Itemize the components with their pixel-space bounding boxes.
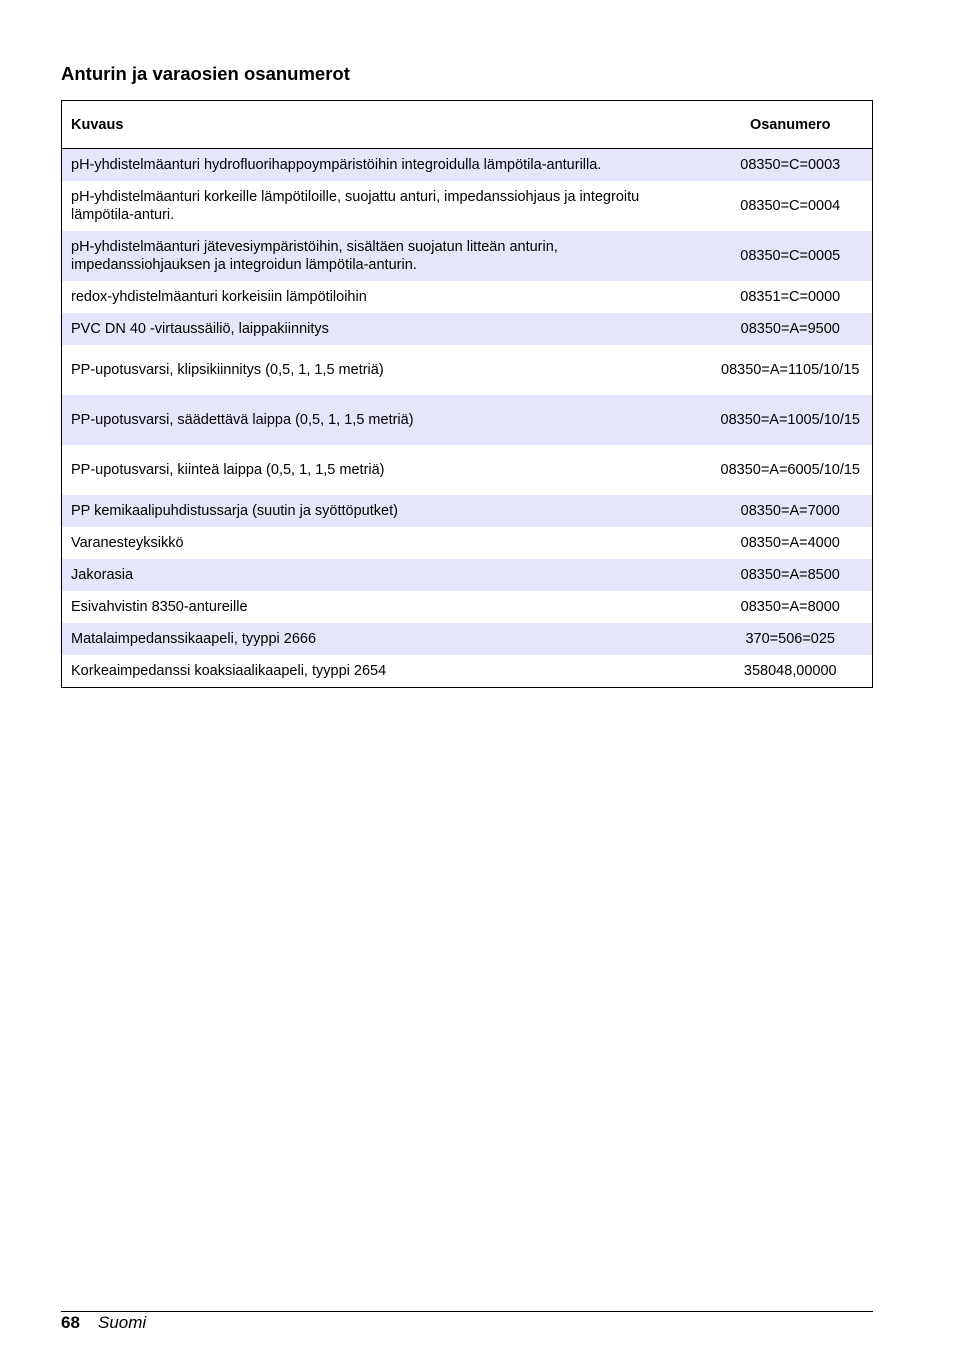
table-row (62, 345, 873, 395)
table-row (62, 313, 873, 345)
part-number-cell: 08350=A=1005/10/15 (709, 395, 873, 445)
table-row (62, 495, 873, 527)
table-row (62, 591, 873, 623)
description-cell: Varanesteyksikkö (62, 527, 709, 559)
part-number-cell: 370=506=025 (709, 623, 873, 655)
table-row (62, 231, 873, 281)
footer-divider (61, 1311, 873, 1312)
part-number-cell: 08351=C=0000 (709, 281, 873, 313)
part-number-cell: 08350=C=0003 (709, 149, 873, 182)
part-number-cell: 08350=C=0005 (709, 231, 873, 281)
table-row (62, 559, 873, 591)
description-cell: Korkeaimpedanssi koaksiaalikaapeli, tyyppi 2654 (62, 655, 709, 688)
table-row (62, 281, 873, 313)
table-row (62, 445, 873, 495)
table-row (62, 655, 873, 688)
part-number-cell: 08350=A=4000 (709, 527, 873, 559)
part-number-cell: 08350=A=7000 (709, 495, 873, 527)
column-header-description: Kuvaus (62, 101, 709, 149)
table-row (62, 623, 873, 655)
part-number-cell: 08350=A=8000 (709, 591, 873, 623)
description-cell: PP-upotusvarsi, klipsikiinnitys (0,5, 1, 1,5 metriä) (62, 345, 709, 395)
description-cell: Jakorasia (62, 559, 709, 591)
part-number-cell: 08350=C=0004 (709, 181, 873, 231)
description-cell: PVC DN 40 -virtaussäiliö, laippakiinnitys (62, 313, 709, 345)
table-row (62, 149, 873, 182)
description-cell: pH-yhdistelmäanturi hydrofluorihappoympäristöihin integroidulla lämpötila-anturilla. (62, 149, 709, 182)
description-cell: Matalaimpedanssikaapeli, tyyppi 2666 (62, 623, 709, 655)
table-row (62, 527, 873, 559)
page-heading: Anturin ja varaosien osanumerot (61, 63, 350, 84)
part-number-cell: 358048,00000 (709, 655, 873, 688)
parts-table (61, 100, 873, 688)
part-number-cell: 08350=A=6005/10/15 (709, 445, 873, 495)
part-number-cell: 08350=A=9500 (709, 313, 873, 345)
part-number-cell: 08350=A=1105/10/15 (709, 345, 873, 395)
part-number-cell: 08350=A=8500 (709, 559, 873, 591)
footer-language: Suomi (98, 1313, 147, 1332)
table-header-row (62, 101, 873, 149)
description-cell: PP-upotusvarsi, kiinteä laippa (0,5, 1, 1,5 metriä) (62, 445, 709, 495)
description-cell: Esivahvistin 8350-antureille (62, 591, 709, 623)
table-row (62, 395, 873, 445)
description-cell: pH-yhdistelmäanturi jätevesiympäristöihin, sisältäen suojatun litteän anturin, impedanssiohjauksen ja integroidun lämpötila-anturin. (62, 231, 709, 281)
description-cell: PP-upotusvarsi, säädettävä laippa (0,5, 1, 1,5 metriä) (62, 395, 709, 445)
column-header-part-number: Osanumero (709, 101, 873, 149)
table-row (62, 181, 873, 231)
description-cell: redox-yhdistelmäanturi korkeisiin lämpötiloihin (62, 281, 709, 313)
description-cell: PP kemikaalipuhdistussarja (suutin ja syöttöputket) (62, 495, 709, 527)
description-cell: pH-yhdistelmäanturi korkeille lämpötiloille, suojattu anturi, impedanssiohjaus ja integroitu lämpötila-anturi. (62, 181, 709, 231)
page-number: 68 (61, 1313, 80, 1332)
